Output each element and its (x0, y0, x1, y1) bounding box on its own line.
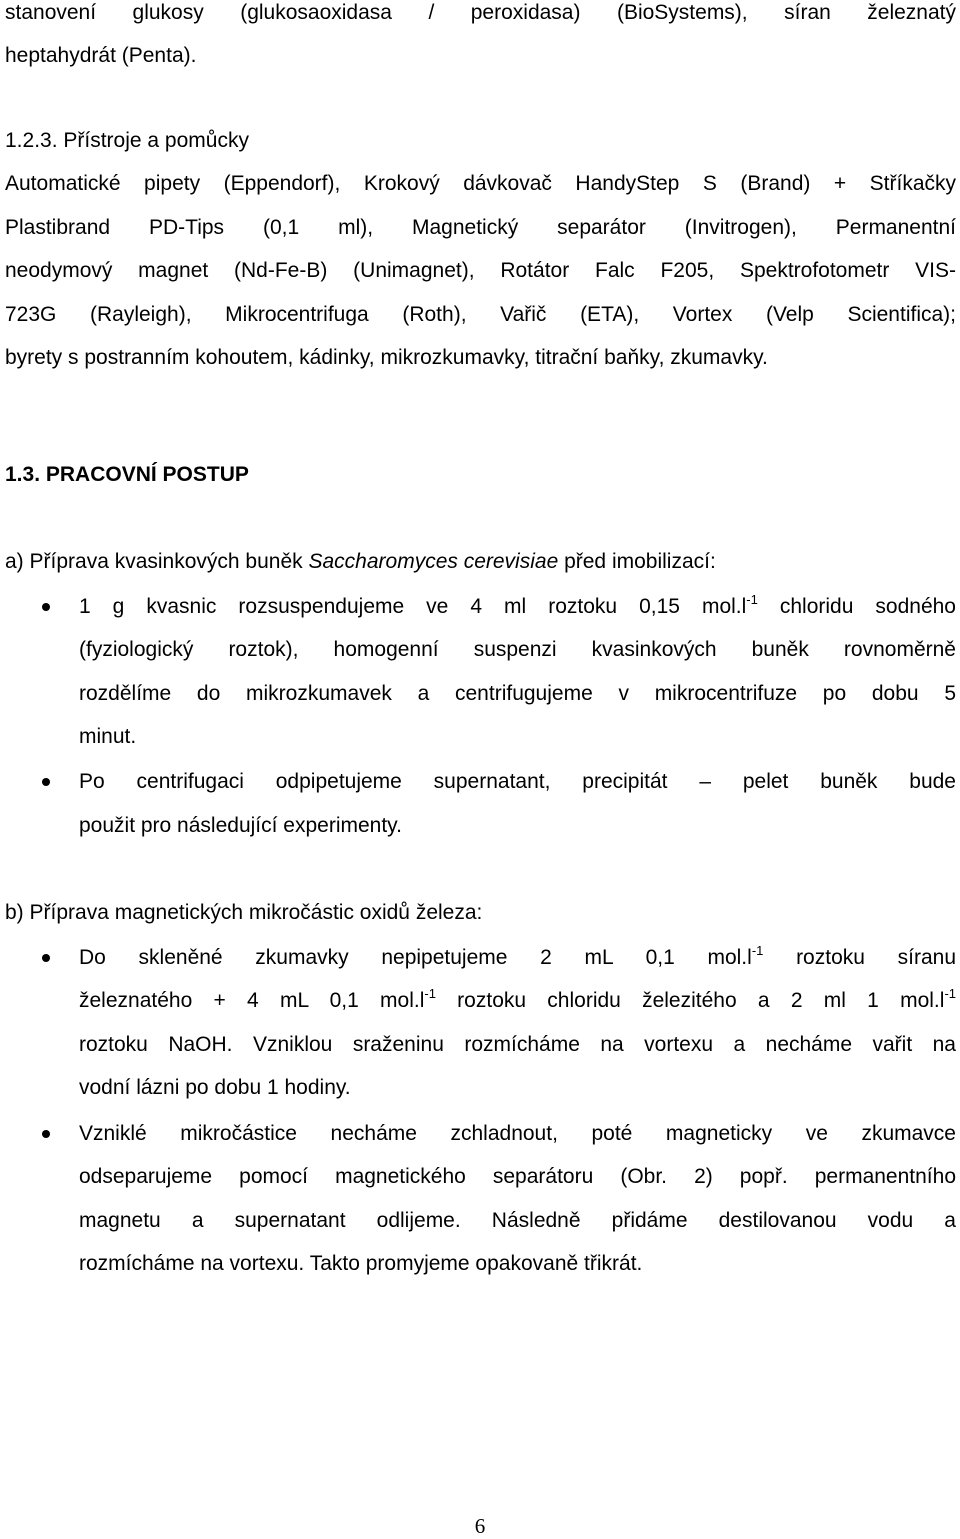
b-bullet-1-line-1 (79, 945, 956, 971)
text-run: Do skleněné zkumavky nepipetujeme 2 mL 0,1 mol.l (79, 946, 752, 969)
bullet-icon (42, 778, 50, 786)
section-title: Přístroje a pomůcky (63, 129, 249, 152)
b-bullet-1-line-2 (79, 988, 956, 1014)
page-number: 6 (474, 1514, 486, 1538)
part-a-heading-suffix: před imobilizací: (558, 550, 716, 573)
b-bullet-1-line-4: vodní lázni po dobu 1 hodiny. (79, 1076, 351, 1099)
a-bullet-2-line-1: Po centrifugaci odpipetujeme supernatant, precipitát – pelet buněk bude (79, 770, 956, 793)
superscript: -1 (944, 986, 956, 1001)
equipment-line-2: Plastibrand PD-Tips (0,1 ml), Magnetický separátor (Invitrogen), Permanentní (5, 216, 956, 239)
bullet-icon (42, 1130, 50, 1138)
equipment-line-5: byrety s postranním kohoutem, kádinky, mikrozkumavky, titrační baňky, zkumavky. (5, 346, 768, 369)
intro-line-2: heptahydrát (Penta). (5, 44, 197, 67)
text-run: chloridu sodného (757, 595, 956, 618)
bullet-icon (42, 603, 50, 611)
section-heading-1-2-3 (5, 128, 956, 154)
superscript: -1 (424, 986, 436, 1001)
bullet-icon (42, 954, 50, 962)
text-run: roztoku chloridu železitého a 2 ml 1 mol.l (435, 989, 945, 1012)
b-bullet-2-line-1: Vzniklé mikročástice necháme zchladnout, poté magneticky ve zkumavce (79, 1122, 956, 1145)
b-bullet-1-line-3: roztoku NaOH. Vzniklou sraženinu rozmícháme na vortexu a necháme vařit na (79, 1033, 956, 1056)
part-a-heading-prefix: a) Příprava kvasinkových buněk (5, 550, 309, 573)
a-bullet-1-line-2: (fyziologický roztok), homogenní suspenzi kvasinkových buněk rovnoměrně (79, 638, 956, 661)
a-bullet-1-line-4: minut. (79, 725, 137, 748)
b-bullet-2-line-4: rozmícháme na vortexu. Takto promyjeme opakovaně třikrát. (79, 1252, 643, 1275)
superscript: -1 (746, 592, 758, 607)
section-number: 1.2.3. (5, 129, 64, 152)
section-heading-1-3: 1.3. PRACOVNÍ POSTUP (5, 463, 249, 486)
text-run: železnatého + 4 mL 0,1 mol.l (79, 989, 425, 1012)
intro-line-1: stanovení glukosy (glukosaoxidasa / peroxidasa) (BioSystems), síran železnatý (5, 1, 956, 24)
a-bullet-1-line-3: rozdělíme do mikrozkumavek a centrifugujeme v mikrocentrifuze po dobu 5 (79, 682, 956, 705)
species-name: Saccharomyces cerevisiae (308, 550, 559, 573)
part-a-heading (5, 549, 956, 575)
superscript: -1 (751, 943, 764, 958)
part-b-heading: b) Příprava magnetických mikročástic oxidů železa: (5, 901, 483, 924)
text-run: roztoku síranu (763, 946, 956, 969)
a-bullet-1-line-1 (79, 594, 956, 620)
equipment-line-1: Automatické pipety (Eppendorf), Krokový dávkovač HandyStep S (Brand) + Stříkačky (5, 172, 956, 195)
b-bullet-2-line-3: magnetu a supernatant odlijeme. Následně přidáme destilovanou vodu a (79, 1209, 956, 1232)
a-bullet-2-line-2: použit pro následující experimenty. (79, 814, 402, 837)
text-run: 1 g kvasnic rozsuspendujeme ve 4 ml roztoku 0,15 mol.l (79, 595, 747, 618)
equipment-line-3: neodymový magnet (Nd-Fe-B) (Unimagnet), Rotátor Falc F205, Spektrofotometr VIS- (5, 259, 956, 282)
b-bullet-2-line-2: odseparujeme pomocí magnetického separátoru (Obr. 2) popř. permanentního (79, 1165, 956, 1188)
equipment-line-4: 723G (Rayleigh), Mikrocentrifuga (Roth), Vařič (ETA), Vortex (Velp Scientifica); (5, 303, 956, 326)
